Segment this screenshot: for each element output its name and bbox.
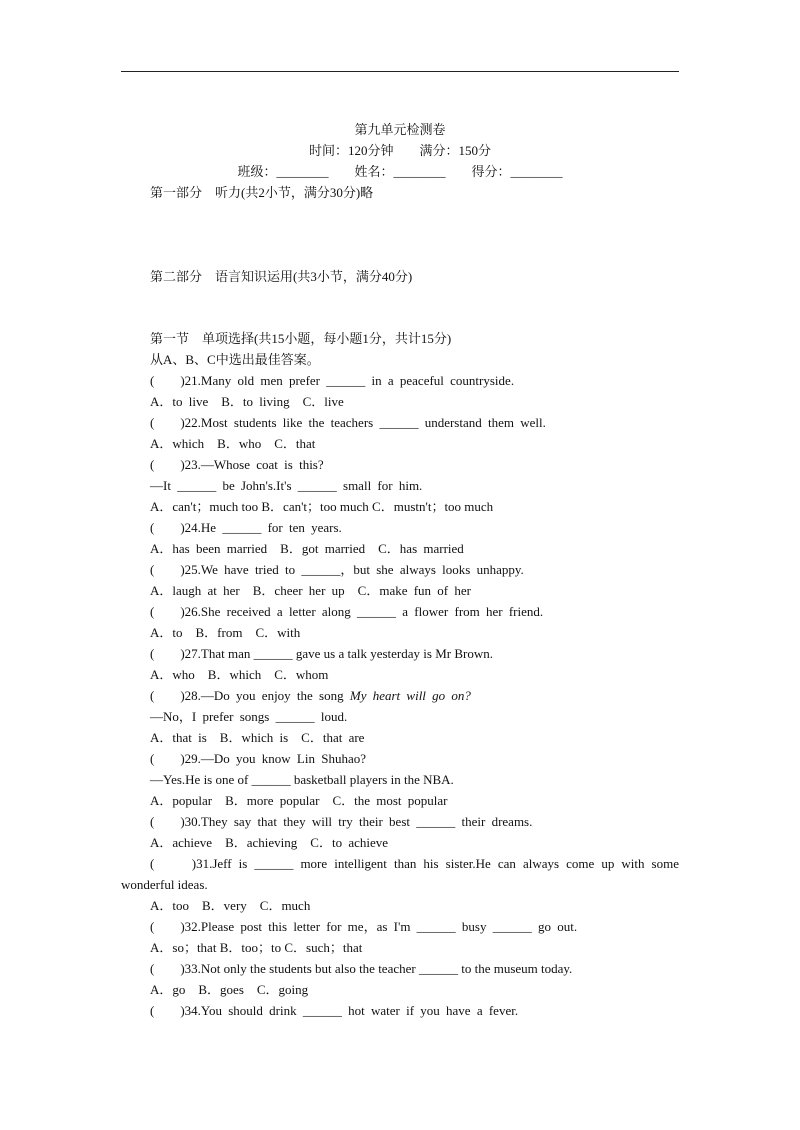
question-stem: ( )26.She received a letter along ______ a flower from her friend. bbox=[150, 604, 544, 619]
question-options: A．can't；much too B．can't；too much C．mustn't；too much bbox=[150, 499, 494, 514]
question-stem-cont: —No，I prefer songs ______ loud. bbox=[150, 709, 348, 724]
question-stem: ( )25.We have tried to ______，but she always looks unhappy. bbox=[150, 562, 524, 577]
question-options: A．to live B．to living C．live bbox=[150, 394, 344, 409]
question-stem bbox=[150, 687, 679, 704]
question-options: A．who B．which C．whom bbox=[150, 667, 329, 682]
section1-heading: 第一节 单项选择(共15小题，每小题1分，共计15分) bbox=[150, 331, 452, 346]
question-options: A．popular B．more popular C．the most popular bbox=[150, 793, 448, 808]
question-options: A．so；that B．too；to C．such；that bbox=[150, 940, 363, 955]
question-stem-cont: —It ______ be John's.It's ______ small for him. bbox=[150, 478, 423, 493]
question-stem: ( )33.Not only the students but also the teacher ______ to the museum today. bbox=[150, 961, 573, 976]
question-stem: ( )23.—Whose coat is this? bbox=[150, 457, 324, 472]
student-info-line: 班级：________ 姓名：________ 得分：________ bbox=[237, 164, 563, 179]
question-stem: ( )22.Most students like the teachers ______ understand them well. bbox=[150, 415, 546, 430]
question-options: A．to B．from C．with bbox=[150, 625, 301, 640]
question-stem: ( )21.Many old men prefer ______ in a peaceful countryside. bbox=[150, 373, 515, 388]
question-stem: ( )30.They say that they will try their best ______ their dreams. bbox=[150, 814, 533, 829]
time-score-line: 时间：120分钟 满分：150分 bbox=[308, 143, 491, 158]
question-options: A．that is B．which is C．that are bbox=[150, 730, 365, 745]
instruction: 从A、B、C中选出最佳答案。 bbox=[150, 352, 320, 367]
question-options: A．has been married B．got married C．has married bbox=[150, 541, 464, 556]
question-options: A．too B．very C．much bbox=[150, 898, 311, 913]
question-stem-cont: wonderful ideas. bbox=[121, 877, 208, 892]
question-stem: ( )31.Jeff is ______ more intelligent than his sister.He can always come up with some bbox=[150, 856, 679, 871]
question-stem-text: ( )28.—Do you enjoy the song bbox=[150, 688, 350, 703]
question-options: A．which B．who C．that bbox=[150, 436, 316, 451]
question-options: A．achieve B．achieving C．to achieve bbox=[150, 835, 389, 850]
question-stem-cont: —Yes.He is one of ______ basketball players in the NBA. bbox=[150, 772, 454, 787]
part1-heading: 第一部分 听力(共2小节，满分30分)略 bbox=[150, 185, 374, 200]
question-stem: ( )29.—Do you know Lin Shuhao? bbox=[150, 751, 367, 766]
question-stem: ( )34.You should drink ______ hot water if you have a fever. bbox=[150, 1003, 519, 1018]
question-options: A．laugh at her B．cheer her up C．make fun of her bbox=[150, 583, 471, 598]
top-rule bbox=[121, 71, 679, 72]
page-title: 第九单元检测卷 bbox=[354, 122, 446, 137]
question-stem: ( )32.Please post this letter for me，as I'm ______ busy ______ go out. bbox=[150, 919, 578, 934]
part2-heading: 第二部分 语言知识运用(共3小节，满分40分) bbox=[150, 269, 413, 284]
question-stem: ( )24.He ______ for ten years. bbox=[150, 520, 342, 535]
song-title: My heart will go on? bbox=[349, 688, 471, 703]
question-options: A．go B．goes C．going bbox=[150, 982, 309, 997]
question-stem: ( )27.That man ______ gave us a talk yesterday is Mr Brown. bbox=[150, 646, 493, 661]
